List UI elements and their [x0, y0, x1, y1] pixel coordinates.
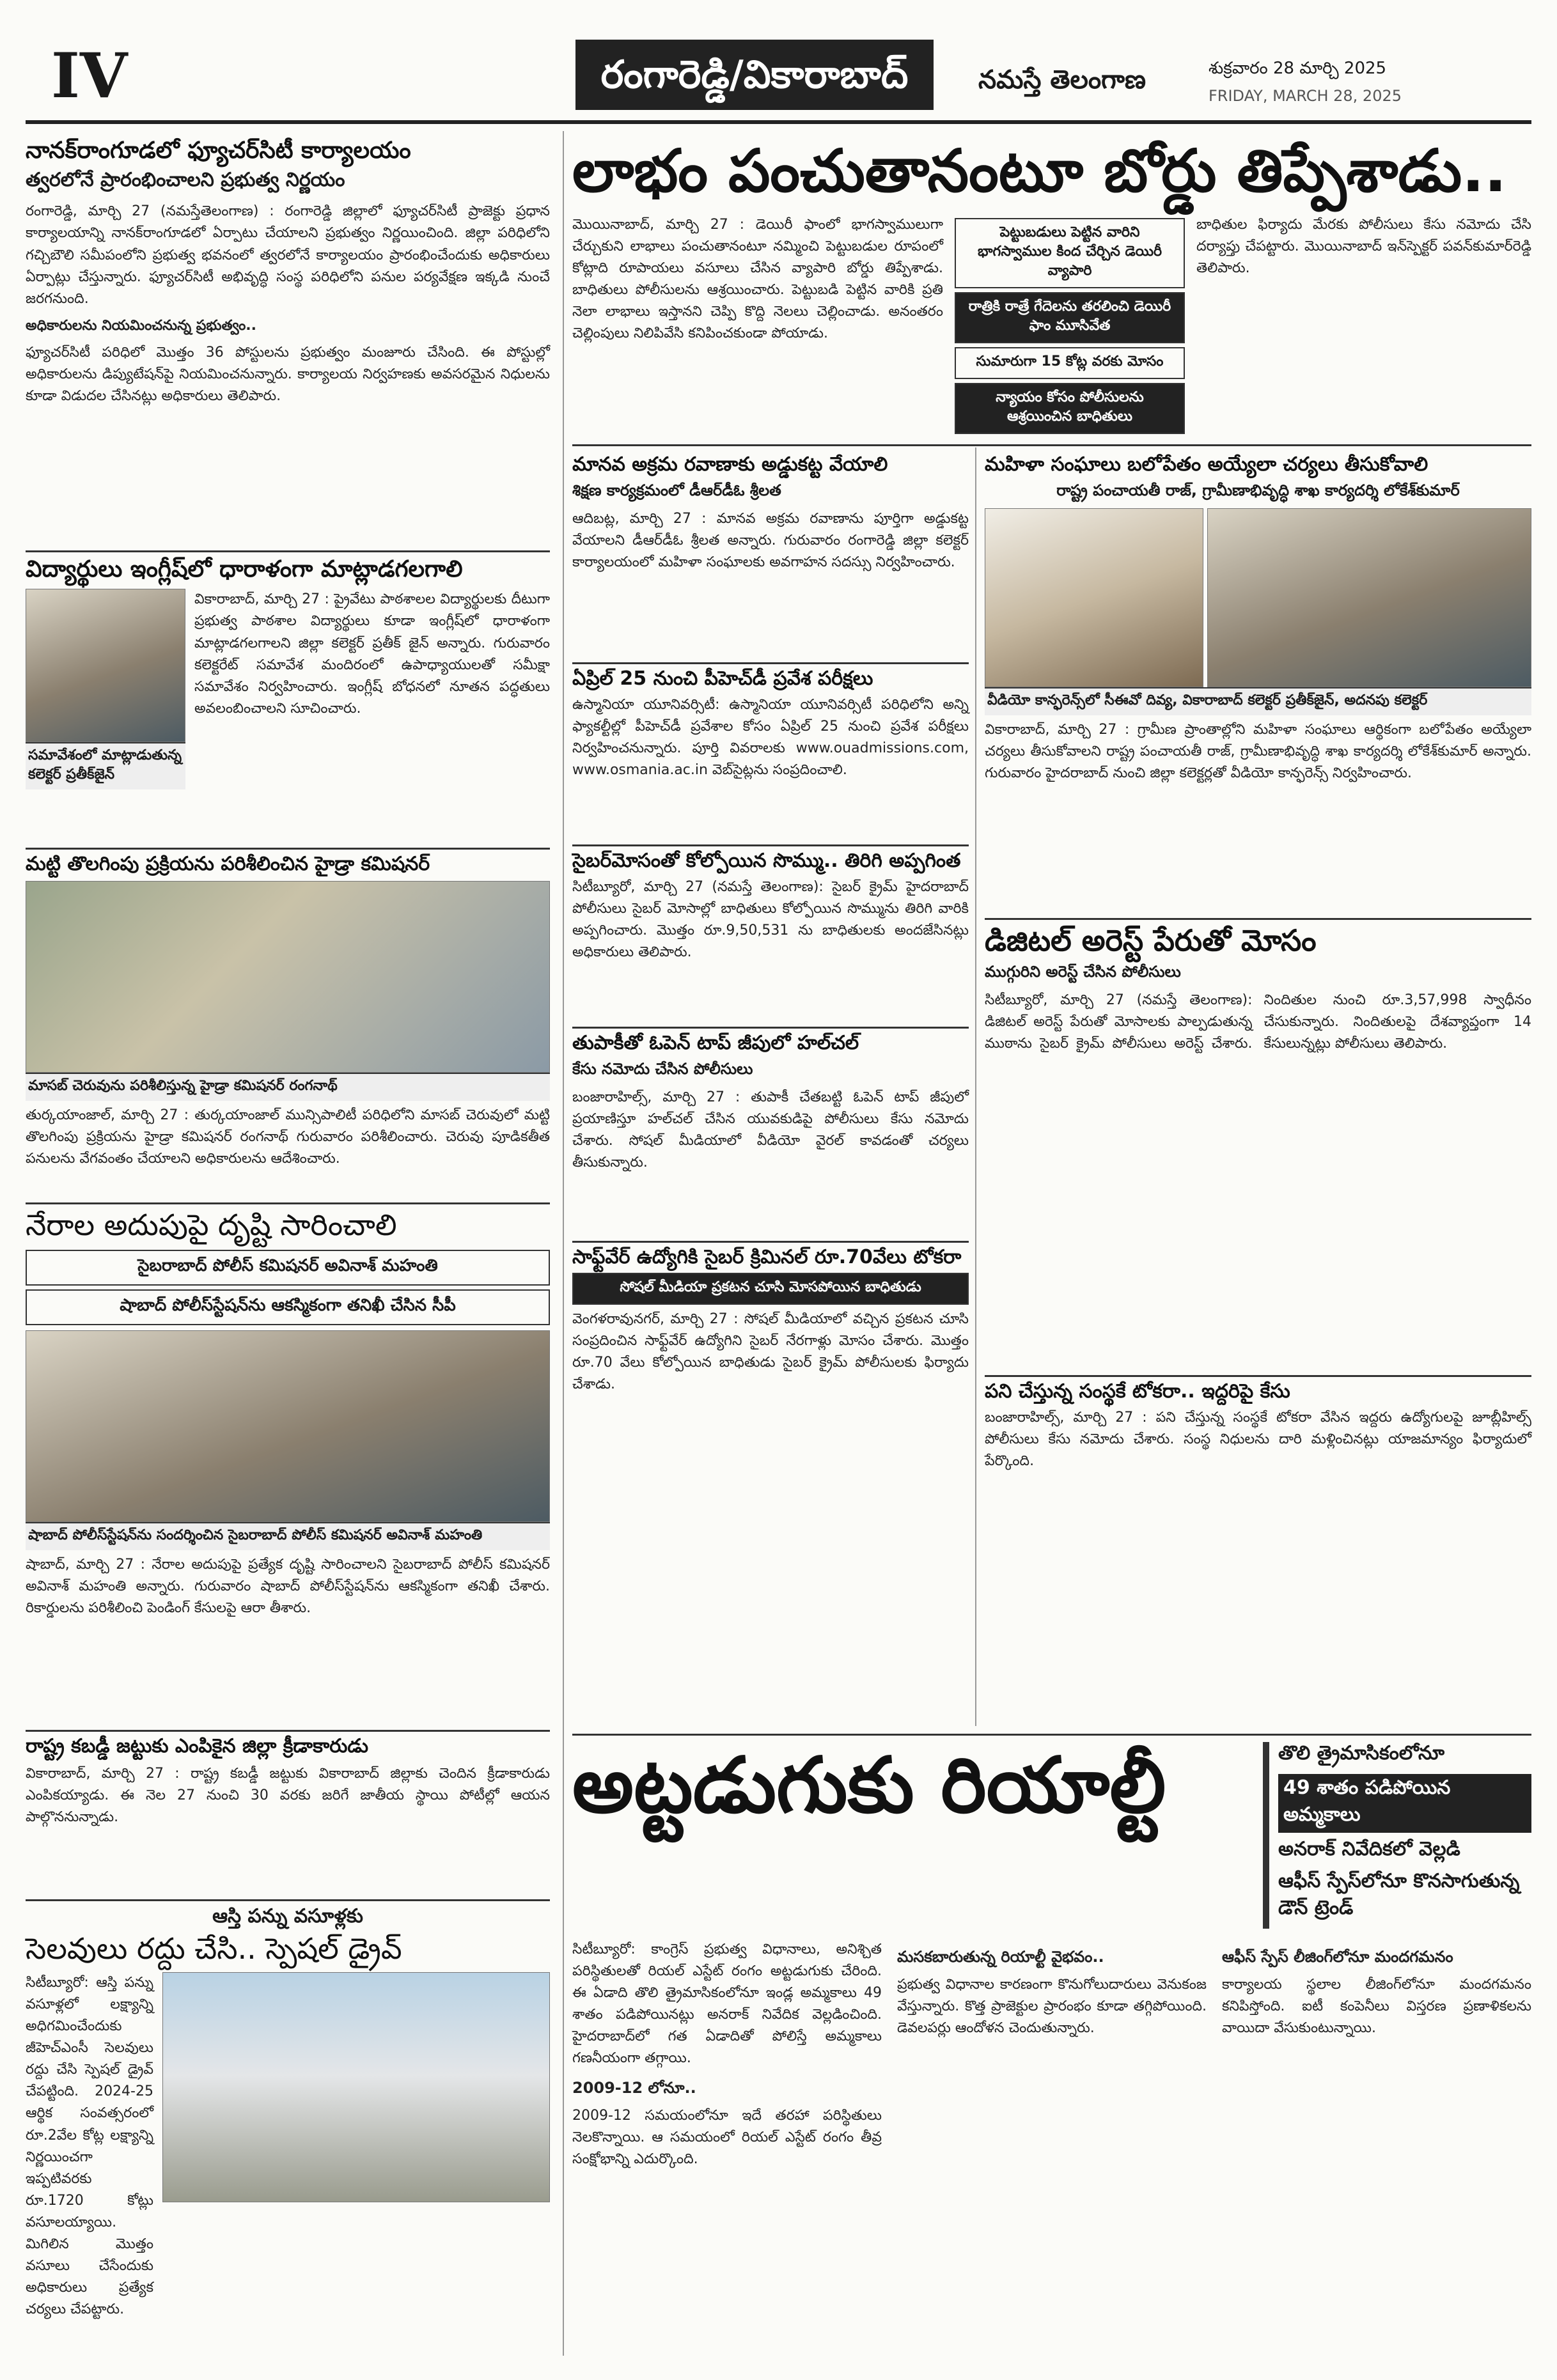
realty-column-3 [1222, 1939, 1531, 2175]
paragraph: కార్యాలయ స్థలాల లీజింగ్‌లోనూ మందగమనం కనిపిస్తోంది. ఐటీ కంపెనీలు విస్తరణ ప్రణాళికలను వాయిదా వేసుకుంటున్నాయి. [1222, 1977, 1531, 2037]
highlight-box: సుమారుగా 15 కోట్ల వరకు మోసం [955, 347, 1185, 379]
paragraph: సిటీబ్యూరో: కాంగ్రెస్ ప్రభుత్వ విధానాలు, అనిశ్చిత పరిస్థితులతో రియల్ ఎస్టేట్ రంగం అట్టడుగుకు చేరింది. ఈ ఏడాది తొలి త్రైమాసికంలోనూ ఇండ్ల అమ్మకాలు 49 శాతం పడిపోయినట్లు అనరాక్ నివేదిక వెల్లడించింది. హైదరాబాద్‌లో గత ఏడాదితో పోలిస్తే అమ్మకాలు గణనీయంగా తగ్గాయి. [572, 1941, 882, 2067]
article-realty [572, 1742, 1531, 2356]
lead-story [572, 137, 1531, 441]
highlight-box: రాత్రికి రాత్రే గేదెలను తరలించి డెయిరీ ఫాం మూసివేత [955, 292, 1185, 343]
page-number: IV [51, 40, 128, 112]
headline: పని చేస్తున్న సంస్థకే టోకరా.. ఇద్దరిపై కేసు [985, 1380, 1290, 1403]
paragraph: రంగారెడ్డి, మార్చి 27 (నమస్తేతెలంగాణ) : రంగారెడ్డి జిల్లాలో ఫ్యూచర్‌సిటీ ప్రాజెక్టు ప్రధాన కార్యాలయాన్ని నానక్‌రాంగూడలో ఏర్పాటు చేయాలని ప్రభుత్వం నిర్ణయించింది. జిల్లా పరిధిలోని గచ్చిబౌలి సమీపంలోని ప్రభుత్వ భవనంలో త్వరలోనే కార్యాలయం ప్రారంభించేందుకు అధికారులు ఏర్పాట్లు చేస్తున్నారు. ఫ్యూచర్‌సిటీ అభివృద్ధి సంస్థ పరిధిలోని పనుల పర్యవేక్షణ ఇక్కడి నుంచే జరగనుంది. [26, 203, 550, 307]
section-rule [985, 918, 1531, 920]
paragraph: ఫ్యూచర్‌సిటీ పరిధిలో మొత్తం 36 పోస్టులను ప్రభుత్వం మంజూరు చేసింది. ఈ పోస్టుల్లో అధికారులను డిప్యుటేషన్‌పై నియమించనున్నారు. కార్యాలయ నిర్వహణకు అవసరమైన నిధులను కూడా విడుదల చేసినట్లు అధికారులు తెలిపారు. [26, 344, 550, 405]
article-kabaddi [26, 1736, 550, 1895]
right-column [985, 454, 1531, 1726]
video-conference-photo [985, 508, 1203, 687]
kicker-box: షాబాద్ పోలీస్‌స్టేషన్‌ను ఆకస్మికంగా తనిఖీ చేసిన సీపీ [26, 1289, 550, 1325]
article-body: సిటీబ్యూరో: ఆస్తి పన్ను వసూళ్లలో లక్ష్యాన్ని అధిగమించేందుకు జీహెచ్‌ఎంసీ సెలవులు రద్దు చేసి స్పెషల్ డ్రైవ్ చేపట్టింది. 2024-25 ఆర్థిక సంవత్సరంలో రూ.2వేల కోట్ల లక్ష్యాన్ని నిర్ణయించగా ఇప్పటివరకు రూ.1720 కోట్లు వసూలయ్యాయి. మిగిలిన మొత్తం వసూలు చేసేందుకు అధికారులు ప్రత్యేక చర్యలు చేపట్టారు. [26, 1974, 153, 2318]
paragraph: ప్రభుత్వ విధానాల కారణంగా కొనుగోలుదారులు వెనుకంజ వేస్తున్నారు. కొత్త ప్రాజెక్టుల ప్రారంభం కూడా తగ్గిపోయింది. డెవలపర్లు ఆందోళన చెందుతున్నారు. [897, 1977, 1207, 2037]
column-divider [563, 131, 564, 2356]
article-body: బంజారాహిల్స్, మార్చి 27 : తుపాకీ చేతబట్టి ఓపెన్ టాప్ జీపులో ప్రయాణిస్తూ హల్‌చల్ చేసిన యువకుడిపై పోలీసులు కేసు నమోదు చేశారు. సోషల్ మీడియాలో వీడియో వైరల్ కావడంతో చర్యలు తీసుకున్నారు. [572, 1089, 969, 1171]
headline: మట్టి తొలగింపు ప్రక్రియను పరిశీలించిన హైడ్రా కమిషనర్ [26, 853, 430, 875]
lead-body-left: మొయినాబాద్, మార్చి 27 : డెయిరీ ఫాంలో భాగస్వాములుగా చేర్చుకుని లాభాలు పంచుతానంటూ నమ్మించి పెట్టుబడుల రూపంలో కోట్లాది రూపాయలు వసూలు చేసిన వ్యాపారి బోర్డు తిప్పేశాడు. బాధితులు పోలీసులను ఆశ్రయించారు. పెట్టుబడి పెట్టిన వారికి ప్రతి నెలా లాభాలు ఇస్తానని చెప్పి కొద్ది నెలలు చెల్లించాడు. అనంతరం చెల్లింపులు నిలిపివేసి కనిపించకుండా పోయాడు. [572, 216, 943, 342]
section-rule [26, 550, 550, 552]
section-rule [572, 662, 969, 664]
kicker: ఆస్తి పన్ను వసూళ్లకు [212, 1905, 363, 1927]
article-english-students [26, 556, 550, 844]
section-rule [26, 1899, 550, 1901]
collector-photo [26, 589, 185, 742]
kicker-box: సైబరాబాద్ పోలీస్ కమిషనర్ అవినాశ్ మహంతి [26, 1250, 550, 1286]
section-rule [572, 844, 969, 846]
article-body: వెంగళరావునగర్, మార్చి 27 : సోషల్ మీడియాలో వచ్చిన ప్రకటన చూసి సంప్రదించిన సాఫ్ట్‌వేర్ ఉద్యోగిని సైబర్ నేరగాళ్లు మోసం చేశారు. మొత్తం రూ.70 వేలు కోల్పోయిన బాధితుడు సైబర్ క్రైమ్ పోలీసులకు ఫిర్యాదు చేశాడు. [572, 1311, 969, 1392]
column-divider [975, 447, 976, 1726]
section-rule [26, 1202, 550, 1204]
section-rule [572, 1734, 1531, 1736]
subhead-inline: మసకబారుతున్న రియాల్టీ వైభవం.. [897, 1948, 1104, 1966]
article-digital-arrest [985, 924, 1531, 1371]
left-column [26, 137, 550, 2356]
lake-inspection-photo [26, 881, 550, 1073]
subheadline: త్వరలోనే ప్రారంభించాలని ప్రభుత్వ నిర్ణయం [26, 169, 345, 192]
subhead-inline: 2009-12 లోనూ.. [572, 2078, 696, 2097]
middle-column [572, 454, 969, 1726]
lead-body-right: బాధితుల ఫిర్యాదు మేరకు పోలీసులు కేసు నమోదు చేసి దర్యాప్తు చేపట్టారు. మొయినాబాద్ ఇన్‌స్పెక్టర్ పవన్‌కుమార్‌రెడ్డి తెలిపారు. [1196, 216, 1531, 276]
headline: నేరాల అదుపుపై దృష్టి సారించాలి [26, 1208, 397, 1242]
photo-caption: వీడియో కాన్ఫరెన్స్‌లో సీఈవో దివ్య, వికారాబాద్ కలెక్టర్ ప్రతీక్‌జైన్, అదనపు కలెక్టర్ [985, 687, 1531, 715]
section-rule [985, 1375, 1531, 1377]
section-rule [572, 1027, 969, 1029]
article-body: షాబాద్, మార్చి 27 : నేరాల అదుపుపై ప్రత్యేక దృష్టి సారించాలని సైబరాబాద్ పోలీస్ కమిషనర్ అవినాశ్ మహంతి అన్నారు. గురువారం షాబాద్ పోలీస్‌స్టేషన్‌ను ఆకస్మికంగా తనిఖీ చేశారు. రికార్డులను పరిశీలించి పెండింగ్ కేసులపై ఆరా తీశారు. [26, 1556, 550, 1617]
headline: తుపాకీతో ఓపెన్ టాప్ జీపులో హల్‌చల్ [572, 1032, 859, 1054]
lead-highlights [955, 214, 1185, 438]
subhead-inline: అధికారులను నియమించనున్న ప్రభుత్వం.. [26, 317, 256, 334]
highlight-box: న్యాయం కోసం పోలీసులను ఆశ్రయించిన బాధితులు [955, 383, 1185, 434]
article-body: ఉస్మానియా యూనివర్సిటీ: ఉస్మానియా యూనివర్సిటీ పరిధిలోని అన్ని ఫ్యాకల్టీల్లో పీహెచ్‌డీ ప్రవేశాల కోసం ఏప్రిల్ 25 నుంచి ప్రవేశ పరీక్షలు నిర్వహించనున్నారు. పూర్తి వివరాలకు www.ouadmissions.com, www.osmania.ac.in వెబ్‌సైట్లను సంప్రదించాలి. [572, 696, 969, 778]
section-rule [26, 1730, 550, 1732]
realty-highlights [1263, 1742, 1531, 1929]
article-body: తుర్కయాంజాల్, మార్చి 27 : తుర్కయాంజాల్ మున్సిపాలిటీ పరిధిలోని మాసబ్ చెరువులో మట్టి తొలగింపు ప్రక్రియను హైడ్రా కమిషనర్ రంగనాథ్ గురువారం పరిశీలించారు. చెరువు పూడికతీత పనులను వేగవంతం చేయాలని అధికారులను ఆదేశించారు. [26, 1107, 550, 1167]
article-body: వికారాబాద్, మార్చి 27 : రాష్ట్ర కబడ్డీ జట్టుకు వికారాబాద్ జిల్లాకు చెందిన క్రీడాకారుడు ఎంపికయ్యాడు. ఈ నెల 27 నుంచి 30 వరకు జరిగే జాతీయ స్థాయి పోటీల్లో ఆయన పాల్గొననున్నాడు. [26, 1765, 550, 1825]
highlight-line: ఆఫీస్ స్పేస్‌లోనూ కొనసాగుతున్న డౌన్ ట్రెండ్ [1278, 1870, 1520, 1919]
section-banner: రంగారెడ్డి/వికారాబాద్ [575, 40, 934, 110]
subheadline: రాష్ట్ర పంచాయతీ రాజ్, గ్రామీణాభివృద్ధి శాఖ కార్యదర్శి లోకేశ్‌కుమార్ [1056, 481, 1460, 499]
photo-caption: మాసబ్ చెరువును పరిశీలిస్తున్న హైడ్రా కమిషనర్ రంగనాథ్ [26, 1073, 550, 1101]
article-body: వికారాబాద్, మార్చి 27 : గ్రామీణ ప్రాంతాల్లోని మహిళా సంఘాలు ఆర్థికంగా బలోపేతం అయ్యేలా చర్యలు తీసుకోవాలని రాష్ట్ర పంచాయతీ రాజ్, గ్రామీణాభివృద్ధి శాఖ కార్యదర్శి లోకేశ్‌కుమార్ అన్నారు. గురువారం హైదరాబాద్ నుంచి జిల్లా కలెక్టర్లతో వీడియో కాన్ఫరెన్స్ నిర్వహించారు. [985, 721, 1531, 781]
subheadline-box: సోషల్ మీడియా ప్రకటన చూసి మోసపోయిన బాధితుడు [572, 1273, 969, 1305]
article-gun-jeep [572, 1032, 969, 1237]
headline: ఏప్రిల్ 25 నుంచి పీహెచ్‌డీ ప్రవేశ పరీక్షలు [572, 667, 873, 690]
headline: మానవ అక్రమ రవాణాకు అడ్డుకట్ట వేయాలి [572, 453, 888, 476]
headline: రాష్ట్ర కబడ్డీ జట్టుకు ఎంపికైన జిల్లా క్రీడాకారుడు [26, 1735, 368, 1757]
article-company-fraud [985, 1381, 1531, 1700]
article-body: సిటీబ్యూరో, మార్చి 27 (నమస్తే తెలంగాణ): డిజిటల్ అరెస్ట్ పేరుతో మోసాలకు పాల్పడుతున్న ముఠాను సైబర్ క్రైమ్ పోలీసులు అరెస్ట్ చేశారు. నిందితుల నుంచి రూ.3,57,998 స్వాధీనం చేసుకున్నారు. నిందితులపై దేశవ్యాప్తంగా 14 కేసులున్నట్లు పోలీసులు తెలిపారు. [985, 992, 1531, 1052]
meeting-hall-photo [1207, 508, 1531, 687]
section-rule [26, 848, 550, 850]
article-women-groups [985, 454, 1531, 914]
ghmc-building-photo [162, 1972, 550, 2202]
article-cyber-refund [572, 850, 969, 1023]
masthead [26, 28, 1531, 124]
article-body: ఆదిబట్ల, మార్చి 27 : మానవ అక్రమ రవాణాను పూర్తిగా అడ్డుకట్ట వేయాలని డీఆర్‌డీఓ శ్రీలత అన్నారు. గురువారం రంగారెడ్డి జిల్లా కలెక్టర్ కార్యాలయంలో మహిళా సంఘాలకు అవగాహన సదస్సు నిర్వహించారు. [572, 510, 969, 570]
highlight-line: తొలి త్రైమాసికంలోనూ [1278, 1742, 1445, 1764]
subheadline: శిక్షణ కార్యక్రమంలో డీఆర్‌డీఓ శ్రీలత [572, 481, 781, 499]
article-hydraa-commissioner [26, 853, 550, 1199]
headline: నానక్‌రాంగూడలో ఫ్యూచర్‌సిటీ కార్యాలయం [26, 137, 411, 164]
police-station-photo [26, 1330, 550, 1522]
article-human-trafficking [572, 454, 969, 658]
headline: సైబర్‌మోసంతో కోల్పోయిన సొమ్ము.. తిరిగి అప్పగింత [572, 850, 961, 872]
lead-headline: లాభం పంచుతానంటూ బోర్డు తిప్పేశాడు.. [572, 137, 1507, 205]
headline: విద్యార్థులు ఇంగ్లీష్‌లో ధారాళంగా మాట్లాడగలగాలి [26, 556, 463, 582]
realty-column-1 [572, 1939, 882, 2175]
realty-headline: అట్టడుగుకు రియాల్టీ [572, 1741, 1166, 1830]
article-property-tax [26, 1905, 550, 2318]
photo-caption: సమావేశంలో మాట్లాడుతున్న కలెక్టర్ ప్రతీక్‌జైన్ [26, 742, 185, 789]
highlight-box: పెట్టుబడులు పెట్టిన వారిని భాగస్వాముల కింద చేర్చిన డెయిరీ వ్యాపారి [955, 218, 1185, 288]
article-software-fraud [572, 1247, 969, 1515]
subhead-inline: ఆఫీస్ స్పేస్ లీజింగ్‌లోనూ మందగమనం [1222, 1948, 1453, 1966]
article-phd-exams [572, 668, 969, 841]
highlight-line: అనరాక్ నివేదికలో వెల్లడి [1278, 1838, 1460, 1860]
photo-caption: షాబాద్ పోలీస్‌స్టేషన్‌ను సందర్శించిన సైబరాబాద్ పోలీస్ కమిషనర్ అవినాశ్ మహంతి [26, 1522, 550, 1550]
date-english: FRIDAY, MARCH 28, 2025 [1209, 87, 1402, 105]
subheadline: ముగ్గురిని అరెస్ట్ చేసిన పోలీసులు [985, 962, 1181, 981]
article-futurecity [26, 137, 550, 547]
highlight-line: 49 శాతం పడిపోయిన అమ్మకాలు [1278, 1774, 1531, 1833]
realty-column-2 [897, 1939, 1207, 2175]
article-body: సిటీబ్యూరో, మార్చి 27 (నమస్తే తెలంగాణ): సైబర్ క్రైమ్ హైదరాబాద్ పోలీసులు సైబర్ మోసాల్లో బాధితులు కోల్పోయిన సొమ్మును తిరిగి వారికి అప్పగించారు. మొత్తం రూ.9,50,531 ను బాధితులకు అందజేసినట్లు అధికారులు తెలిపారు. [572, 878, 969, 960]
newspaper-name: నమస్తే తెలంగాణ [978, 65, 1146, 95]
headline: సెలవులు రద్దు చేసి.. స్పెషల్ డ్రైవ్ [26, 1931, 402, 1966]
section-rule [572, 444, 1531, 446]
headline: డిజిటల్ అరెస్ట్ పేరుతో మోసం [985, 923, 1317, 958]
subheadline: కేసు నమోదు చేసిన పోలీసులు [572, 1059, 753, 1078]
paragraph: 2009-12 సమయంలోనూ ఇదే తరహా పరిస్థితులు నెలకొన్నాయి. ఆ సమయంలో రియల్ ఎస్టేట్ రంగం తీవ్ర సంక్షోభాన్ని ఎదుర్కొంది. [572, 2107, 882, 2167]
article-body [26, 201, 550, 407]
date-telugu: శుక్రవారం 28 మార్చి 2025 [1209, 59, 1387, 78]
section-rule [572, 1241, 969, 1243]
article-body: బంజారాహిల్స్, మార్చి 27 : పని చేస్తున్న సంస్థకే టోకరా వేసిన ఇద్దరు ఉద్యోగులపై జూబ్లీహిల్స్ పోలీసులు కేసు నమోదు చేశారు. సంస్థ నిధులను దారి మళ్లించినట్లు యాజమాన్యం ఫిర్యాదులో పేర్కొంది. [985, 1409, 1531, 1469]
headline: సాఫ్ట్‌వేర్ ఉద్యోగికి సైబర్ క్రిమినల్ రూ.70వేలు టోకరా [572, 1246, 962, 1268]
headline: మహిళా సంఘాలు బలోపేతం అయ్యేలా చర్యలు తీసుకోవాలి [985, 453, 1428, 476]
article-crime-control [26, 1208, 550, 1726]
article-body: వికారాబాద్, మార్చి 27 : ప్రైవేటు పాఠశాలల విద్యార్థులకు దీటుగా ప్రభుత్వ పాఠశాల విద్యార్థులు కూడా ఇంగ్లీష్‌లో ధారాళంగా మాట్లాడగలగాలని జిల్లా కలెక్టర్ ప్రతీక్ జైన్ అన్నారు. గురువారం కలెక్టరేట్ సమావేశ మందిరంలో ఉపాధ్యాయులతో సమీక్షా సమావేశం నిర్వహించారు. ఇంగ్లీష్ బోధనలో నూతన పద్ధతులు అవలంబించాలని సూచించారు. [194, 591, 550, 717]
